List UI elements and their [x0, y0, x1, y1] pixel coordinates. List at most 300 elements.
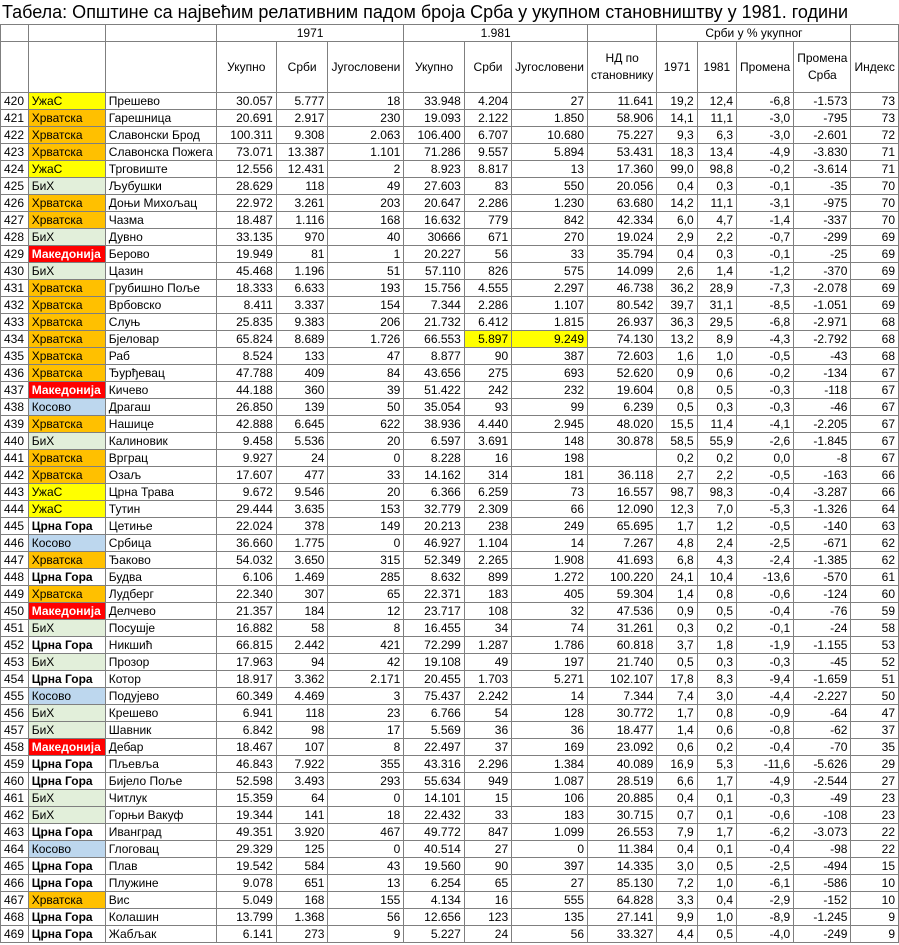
total-1971-cell: 6.842 — [216, 722, 276, 739]
yugoslavs-1981-cell: 0 — [512, 841, 588, 858]
total-1981-cell: 20.455 — [404, 671, 465, 688]
total-1971-cell: 5.049 — [216, 892, 276, 909]
serbs-pct-1981-cell: 8,3 — [697, 671, 736, 688]
index-cell: 35 — [851, 739, 899, 756]
region-cell: БиХ — [28, 722, 105, 739]
serbs-change-cell: -3.073 — [794, 824, 851, 841]
nd-per-capita-cell: 18.477 — [588, 722, 657, 739]
row-number: 457 — [1, 722, 29, 739]
pct-change-cell: -6,2 — [737, 824, 794, 841]
total-1971-cell: 17.963 — [216, 654, 276, 671]
pct-change-cell: -6,8 — [737, 314, 794, 331]
serbs-change-cell: -46 — [794, 399, 851, 416]
nd-per-capita-cell — [588, 450, 657, 467]
serbs-change-cell: -163 — [794, 467, 851, 484]
index-cell: 62 — [851, 552, 899, 569]
nd-per-capita-cell: 53.431 — [588, 144, 657, 161]
total-1981-cell: 6.597 — [404, 433, 465, 450]
total-1971-cell: 29.444 — [216, 501, 276, 518]
serbs-change-cell: -118 — [794, 382, 851, 399]
nd-per-capita-cell: 30.878 — [588, 433, 657, 450]
yugoslavs-1981-cell: 2.297 — [512, 280, 588, 297]
yugoslavs-1971-cell: 153 — [328, 501, 404, 518]
serbs-1971-cell: 3.493 — [276, 773, 328, 790]
row-number: 437 — [1, 382, 29, 399]
table-row — [1, 144, 899, 161]
serbs-pct-1971-cell: 7,2 — [657, 875, 697, 892]
serbs-pct-1971-cell: 4,8 — [657, 535, 697, 552]
yugoslavs-1981-cell: 1.786 — [512, 637, 588, 654]
serbs-pct-1971-cell: 6,8 — [657, 552, 697, 569]
serbs-pct-1981-cell: 31,1 — [697, 297, 736, 314]
serbs-change-cell: -3.287 — [794, 484, 851, 501]
total-1981-cell: 14.101 — [404, 790, 465, 807]
index-cell: 66 — [851, 467, 899, 484]
row-number: 436 — [1, 365, 29, 382]
total-1981-cell: 106.400 — [404, 127, 465, 144]
serbs-pct-1981-cell: 1,2 — [697, 518, 736, 535]
region-cell: БиХ — [28, 705, 105, 722]
nd-per-capita-cell: 26.937 — [588, 314, 657, 331]
total-1971-cell: 52.598 — [216, 773, 276, 790]
serbs-1971-cell: 3.920 — [276, 824, 328, 841]
nd-per-capita-cell: 30.715 — [588, 807, 657, 824]
serbs-change-cell: -43 — [794, 348, 851, 365]
yugoslavs-1971-cell: 50 — [328, 399, 404, 416]
total-1981-cell: 57.110 — [404, 263, 465, 280]
serbs-change-cell: -25 — [794, 246, 851, 263]
total-1981-cell: 22.432 — [404, 807, 465, 824]
serbs-1981-cell: 949 — [464, 773, 511, 790]
serbs-1981-cell: 15 — [464, 790, 511, 807]
total-1981-cell: 20.227 — [404, 246, 465, 263]
total-1971-cell: 66.815 — [216, 637, 276, 654]
yugoslavs-1971-cell: 206 — [328, 314, 404, 331]
total-1981-cell: 72.299 — [404, 637, 465, 654]
municipality-cell: Дебар — [105, 739, 216, 756]
serbs-1971-cell: 5.777 — [276, 93, 328, 110]
yugoslavs-1971-cell: 9 — [328, 926, 404, 943]
yugoslavs-1981-cell: 1.908 — [512, 552, 588, 569]
municipality-cell: Озаљ — [105, 467, 216, 484]
index-cell: 15 — [851, 858, 899, 875]
municipality-cell: Бијело Поље — [105, 773, 216, 790]
pct-change-cell: -4,1 — [737, 416, 794, 433]
municipality-cell: Врбовско — [105, 297, 216, 314]
municipality-cell: Подујево — [105, 688, 216, 705]
municipality-cell: Доњи Михољац — [105, 195, 216, 212]
yugoslavs-1971-cell: 49 — [328, 178, 404, 195]
serbs-1981-cell: 108 — [464, 603, 511, 620]
serbs-1981-cell: 899 — [464, 569, 511, 586]
table-title: Табела: Општине са највећим релативним падом броја Срба у укупном становништву у 1981. години — [1, 2, 849, 22]
region-cell: Хрватска — [28, 195, 105, 212]
yugoslavs-1971-cell: 12 — [328, 603, 404, 620]
serbs-1971-cell: 9.383 — [276, 314, 328, 331]
serbs-1971-cell: 133 — [276, 348, 328, 365]
pct-change-cell: 0,0 — [737, 450, 794, 467]
serbs-1981-cell: 93 — [464, 399, 511, 416]
serbs-1971-cell: 118 — [276, 178, 328, 195]
total-1971-cell: 47.788 — [216, 365, 276, 382]
serbs-1971-cell: 1.196 — [276, 263, 328, 280]
municipality-cell: Србица — [105, 535, 216, 552]
index-cell: 29 — [851, 756, 899, 773]
yugoslavs-1981-cell: 1.815 — [512, 314, 588, 331]
region-cell: Косово — [28, 841, 105, 858]
total-1981-cell: 71.286 — [404, 144, 465, 161]
table-row — [1, 348, 899, 365]
nd-per-capita-cell: 52.620 — [588, 365, 657, 382]
total-1981-cell: 16.455 — [404, 620, 465, 637]
header-cell — [28, 25, 105, 42]
serbs-change-cell: -1.573 — [794, 93, 851, 110]
municipality-cell: Славонска Пожега — [105, 144, 216, 161]
yugoslavs-1971-cell: 47 — [328, 348, 404, 365]
yugoslavs-1981-cell: 550 — [512, 178, 588, 195]
serbs-pct-1971-cell: 0,9 — [657, 365, 697, 382]
serbs-change-cell: -2.601 — [794, 127, 851, 144]
serbs-pct-1971-cell: 0,3 — [657, 620, 697, 637]
total-1981-cell: 22.371 — [404, 586, 465, 603]
region-cell: Црна Гора — [28, 756, 105, 773]
yugoslavs-1981-cell: 1.230 — [512, 195, 588, 212]
municipality-cell: Славонски Брод — [105, 127, 216, 144]
row-number: 425 — [1, 178, 29, 195]
total-1971-cell: 28.629 — [216, 178, 276, 195]
total-1971-cell: 26.850 — [216, 399, 276, 416]
serbs-1981-cell: 49 — [464, 654, 511, 671]
serbs-change-cell: -76 — [794, 603, 851, 620]
index-cell: 10 — [851, 875, 899, 892]
region-cell: БиХ — [28, 178, 105, 195]
row-number: 421 — [1, 110, 29, 127]
total-1981-cell: 6.366 — [404, 484, 465, 501]
total-1971-cell: 17.607 — [216, 467, 276, 484]
yugoslavs-1971-cell: 193 — [328, 280, 404, 297]
serbs-pct-1981-cell: 3,0 — [697, 688, 736, 705]
serbs-1971-cell: 141 — [276, 807, 328, 824]
index-cell: 68 — [851, 314, 899, 331]
serbs-1971-cell: 3.261 — [276, 195, 328, 212]
serbs-pct-1971-cell: 6,6 — [657, 773, 697, 790]
serbs-1971-cell: 378 — [276, 518, 328, 535]
serbs-1981-cell: 33 — [464, 807, 511, 824]
total-1981-cell: 38.936 — [404, 416, 465, 433]
row-number: 451 — [1, 620, 29, 637]
nd-per-capita-cell: 102.107 — [588, 671, 657, 688]
yugoslavs-1971-cell: 1.101 — [328, 144, 404, 161]
municipality-cell: Раб — [105, 348, 216, 365]
total-1981-cell: 6.254 — [404, 875, 465, 892]
serbs-pct-1981-cell: 28,9 — [697, 280, 736, 297]
serbs-1981-cell: 9.557 — [464, 144, 511, 161]
yugoslavs-1971-cell: 42 — [328, 654, 404, 671]
yugoslavs-1981-cell: 575 — [512, 263, 588, 280]
table-row — [1, 331, 899, 348]
nd-per-capita-cell: 6.239 — [588, 399, 657, 416]
pct-change-cell: -4,9 — [737, 773, 794, 790]
region-cell: Хрватска — [28, 365, 105, 382]
municipality-cell: Бјеловар — [105, 331, 216, 348]
serbs-pct-1971-cell: 0,6 — [657, 739, 697, 756]
serbs-change-cell: -586 — [794, 875, 851, 892]
serbs-1981-cell: 4.204 — [464, 93, 511, 110]
row-number: 465 — [1, 858, 29, 875]
serbs-pct-1981-cell: 13,4 — [697, 144, 736, 161]
serbs-change-cell: -45 — [794, 654, 851, 671]
serbs-change-cell: -570 — [794, 569, 851, 586]
region-cell: Косово — [28, 688, 105, 705]
total-1981-cell: 30666 — [404, 229, 465, 246]
municipality-cell: Цазин — [105, 263, 216, 280]
nd-per-capita-cell: 31.261 — [588, 620, 657, 637]
nd-per-capita-cell: 23.092 — [588, 739, 657, 756]
serbs-1981-cell: 5.897 — [464, 331, 511, 348]
table-row — [1, 552, 899, 569]
yugoslavs-1981-cell: 135 — [512, 909, 588, 926]
serbs-pct-1971-cell: 9,9 — [657, 909, 697, 926]
table-row — [1, 416, 899, 433]
serbs-pct-1981-cell: 98,3 — [697, 484, 736, 501]
yugoslavs-1981-cell: 397 — [512, 858, 588, 875]
pct-change-cell: -0,1 — [737, 620, 794, 637]
pct-change-cell: -2,6 — [737, 433, 794, 450]
municipality-cell: Глоговац — [105, 841, 216, 858]
index-cell: 63 — [851, 518, 899, 535]
header-columns-row — [1, 42, 899, 93]
nd-per-capita-cell: 26.553 — [588, 824, 657, 841]
table-row — [1, 892, 899, 909]
yugoslavs-1971-cell: 33 — [328, 467, 404, 484]
row-number: 452 — [1, 637, 29, 654]
municipality-cell: Врграц — [105, 450, 216, 467]
serbs-change-cell: -2.078 — [794, 280, 851, 297]
serbs-1971-cell: 13.387 — [276, 144, 328, 161]
municipality-cell: Плужине — [105, 875, 216, 892]
row-number: 460 — [1, 773, 29, 790]
pct-change-cell: -0,4 — [737, 739, 794, 756]
yugoslavs-1981-cell: 198 — [512, 450, 588, 467]
municipality-cell: Никшић — [105, 637, 216, 654]
total-1981-cell: 21.732 — [404, 314, 465, 331]
total-1971-cell: 20.691 — [216, 110, 276, 127]
serbs-1971-cell: 3.650 — [276, 552, 328, 569]
pct-change-cell: -5,3 — [737, 501, 794, 518]
table-row — [1, 263, 899, 280]
index-cell: 66 — [851, 484, 899, 501]
region-cell: БиХ — [28, 433, 105, 450]
region-cell: Косово — [28, 399, 105, 416]
yugoslavs-1981-cell: 1.850 — [512, 110, 588, 127]
total-1971-cell: 19.344 — [216, 807, 276, 824]
serbs-1971-cell: 1.116 — [276, 212, 328, 229]
serbs-change-cell: -1.326 — [794, 501, 851, 518]
row-number: 445 — [1, 518, 29, 535]
index-cell: 73 — [851, 110, 899, 127]
serbs-change-cell: -24 — [794, 620, 851, 637]
index-cell: 22 — [851, 841, 899, 858]
serbs-1981-cell: 24 — [464, 926, 511, 943]
municipality-cell: Ђурђевац — [105, 365, 216, 382]
pct-change-cell: -9,4 — [737, 671, 794, 688]
total-1971-cell: 9.672 — [216, 484, 276, 501]
serbs-change-cell: -2.227 — [794, 688, 851, 705]
total-1971-cell: 8.411 — [216, 297, 276, 314]
serbs-change-cell: -140 — [794, 518, 851, 535]
index-cell: 67 — [851, 382, 899, 399]
serbs-change-cell: -64 — [794, 705, 851, 722]
row-number: 429 — [1, 246, 29, 263]
pct-change-cell: -8,5 — [737, 297, 794, 314]
municipality-cell: Калиновик — [105, 433, 216, 450]
pct-change-cell: -4,4 — [737, 688, 794, 705]
table-row — [1, 433, 899, 450]
data-table — [0, 24, 899, 943]
total-1971-cell: 16.882 — [216, 620, 276, 637]
serbs-pct-1971-cell: 1,6 — [657, 348, 697, 365]
yugoslavs-1971-cell: 155 — [328, 892, 404, 909]
nd-per-capita-cell: 14.099 — [588, 263, 657, 280]
header-group-row — [1, 25, 899, 42]
yugoslavs-1971-cell: 20 — [328, 484, 404, 501]
serbs-1981-cell: 27 — [464, 841, 511, 858]
serbs-pct-1981-cell: 0,5 — [697, 858, 736, 875]
row-number: 468 — [1, 909, 29, 926]
total-1981-cell: 16.632 — [404, 212, 465, 229]
pct-change-cell: -0,3 — [737, 654, 794, 671]
serbs-pct-1971-cell: 0,4 — [657, 178, 697, 195]
pct-change-cell: -0,1 — [737, 246, 794, 263]
serbs-pct-1971-cell: 1,7 — [657, 705, 697, 722]
header-jugosloveni-1971: Југословени — [328, 42, 404, 93]
region-cell: БиХ — [28, 654, 105, 671]
serbs-1981-cell: 90 — [464, 858, 511, 875]
region-cell: УжаС — [28, 484, 105, 501]
yugoslavs-1971-cell: 3 — [328, 688, 404, 705]
serbs-1981-cell: 65 — [464, 875, 511, 892]
row-number: 438 — [1, 399, 29, 416]
nd-per-capita-cell: 17.360 — [588, 161, 657, 178]
header-nd-po-stanovniku: НД по становнику — [588, 42, 657, 93]
serbs-pct-1971-cell: 6,0 — [657, 212, 697, 229]
serbs-pct-1981-cell: 2,4 — [697, 535, 736, 552]
serbs-pct-1971-cell: 36,2 — [657, 280, 697, 297]
serbs-pct-1981-cell: 0,5 — [697, 926, 736, 943]
table-row — [1, 178, 899, 195]
serbs-pct-1971-cell: 98,7 — [657, 484, 697, 501]
serbs-pct-1981-cell: 0,2 — [697, 450, 736, 467]
serbs-pct-1981-cell: 55,9 — [697, 433, 736, 450]
index-cell: 69 — [851, 246, 899, 263]
serbs-1981-cell: 314 — [464, 467, 511, 484]
pct-change-cell: -11,6 — [737, 756, 794, 773]
total-1971-cell: 54.032 — [216, 552, 276, 569]
yugoslavs-1981-cell: 1.099 — [512, 824, 588, 841]
total-1971-cell: 25.835 — [216, 314, 276, 331]
total-1981-cell: 20.213 — [404, 518, 465, 535]
total-1981-cell: 7.344 — [404, 297, 465, 314]
row-number: 453 — [1, 654, 29, 671]
pct-change-cell: -0,3 — [737, 382, 794, 399]
table-row — [1, 909, 899, 926]
yugoslavs-1971-cell: 467 — [328, 824, 404, 841]
total-1971-cell: 49.351 — [216, 824, 276, 841]
nd-per-capita-cell: 60.818 — [588, 637, 657, 654]
serbs-1971-cell: 8.689 — [276, 331, 328, 348]
serbs-pct-1971-cell: 7,9 — [657, 824, 697, 841]
index-cell: 69 — [851, 229, 899, 246]
total-1981-cell: 19.093 — [404, 110, 465, 127]
region-cell: БиХ — [28, 790, 105, 807]
serbs-pct-1971-cell: 1,4 — [657, 586, 697, 603]
serbs-pct-1981-cell: 5,3 — [697, 756, 736, 773]
nd-per-capita-cell: 74.130 — [588, 331, 657, 348]
municipality-cell: Крешево — [105, 705, 216, 722]
serbs-1971-cell: 125 — [276, 841, 328, 858]
municipality-cell: Берово — [105, 246, 216, 263]
row-number: 420 — [1, 93, 29, 110]
total-1981-cell: 5.569 — [404, 722, 465, 739]
yugoslavs-1971-cell: 2.171 — [328, 671, 404, 688]
total-1981-cell: 51.422 — [404, 382, 465, 399]
nd-per-capita-cell: 19.604 — [588, 382, 657, 399]
serbs-1981-cell: 1.104 — [464, 535, 511, 552]
total-1981-cell: 52.349 — [404, 552, 465, 569]
yugoslavs-1971-cell: 154 — [328, 297, 404, 314]
index-cell: 9 — [851, 909, 899, 926]
serbs-pct-1981-cell: 0,3 — [697, 178, 736, 195]
table-row — [1, 399, 899, 416]
municipality-cell: Жабљак — [105, 926, 216, 943]
yugoslavs-1971-cell: 51 — [328, 263, 404, 280]
row-number: 426 — [1, 195, 29, 212]
total-1981-cell: 33.948 — [404, 93, 465, 110]
total-1971-cell: 60.349 — [216, 688, 276, 705]
serbs-1971-cell: 9.546 — [276, 484, 328, 501]
index-cell: 72 — [851, 127, 899, 144]
nd-per-capita-cell: 46.738 — [588, 280, 657, 297]
yugoslavs-1971-cell: 43 — [328, 858, 404, 875]
yugoslavs-1981-cell: 14 — [512, 535, 588, 552]
nd-per-capita-cell: 80.542 — [588, 297, 657, 314]
municipality-cell: Ђаково — [105, 552, 216, 569]
nd-per-capita-cell: 11.384 — [588, 841, 657, 858]
region-cell: Црна Гора — [28, 671, 105, 688]
nd-per-capita-cell: 42.334 — [588, 212, 657, 229]
municipality-cell: Колашин — [105, 909, 216, 926]
nd-per-capita-cell: 20.056 — [588, 178, 657, 195]
pct-change-cell: -0,5 — [737, 467, 794, 484]
serbs-pct-1971-cell: 7,4 — [657, 688, 697, 705]
table-row — [1, 739, 899, 756]
yugoslavs-1971-cell: 0 — [328, 841, 404, 858]
serbs-1981-cell: 826 — [464, 263, 511, 280]
serbs-change-cell: -1.051 — [794, 297, 851, 314]
yugoslavs-1971-cell: 2.063 — [328, 127, 404, 144]
index-cell: 70 — [851, 195, 899, 212]
serbs-change-cell: -134 — [794, 365, 851, 382]
header-group-1971: 1971 — [216, 25, 403, 42]
serbs-change-cell: -2.971 — [794, 314, 851, 331]
serbs-pct-1981-cell: 10,4 — [697, 569, 736, 586]
municipality-cell: Посушје — [105, 620, 216, 637]
pct-change-cell: -1,4 — [737, 212, 794, 229]
yugoslavs-1971-cell: 20 — [328, 433, 404, 450]
row-number: 454 — [1, 671, 29, 688]
serbs-pct-1981-cell: 0,6 — [697, 722, 736, 739]
total-1971-cell: 9.458 — [216, 433, 276, 450]
